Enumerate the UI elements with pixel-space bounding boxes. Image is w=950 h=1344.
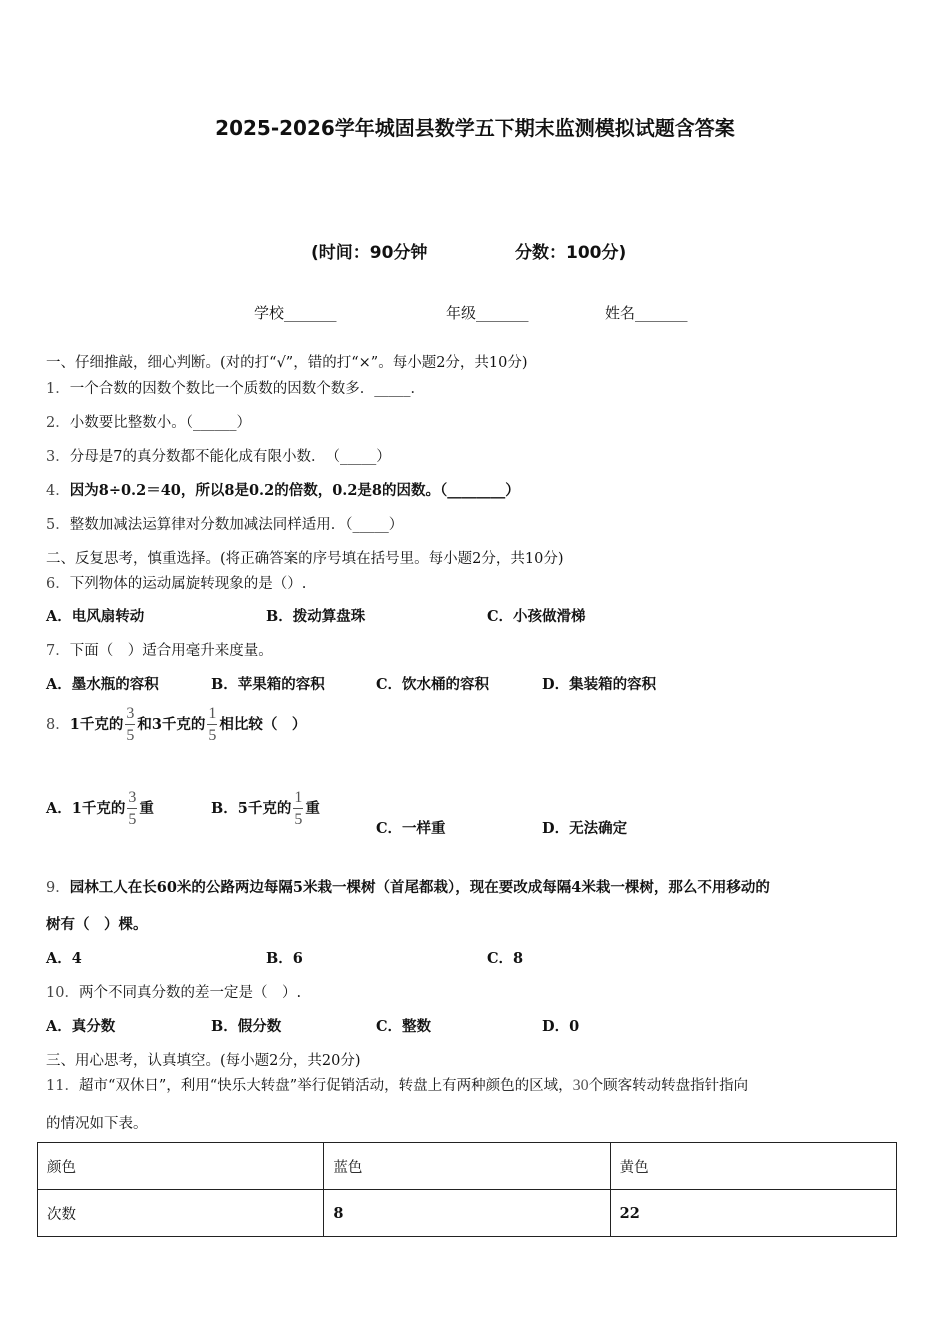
question-text: 超市“双休日”，利用“快乐大转盘”举行促销活动，转盘上有两种颜色的区域， [78,1078,573,1094]
table-row [38,1190,897,1237]
question-text: 因为8÷0.2＝40，所以8是0.2的倍数，0.2是8的因数。（________） [69,482,520,499]
question-4 [46,479,520,500]
question-text: 1千克的 [69,716,124,733]
question-number: 10． [46,985,79,1001]
fraction-three-fifths: $\frac{3}{5}$ [126,705,135,744]
question-text: 两个不同真分数的差一定是（ ）. [78,985,302,1001]
fraction-three-fifths: $\frac{3}{5}$ [128,789,137,828]
fraction-one-fifth: $\frac{1}{5}$ [208,705,217,744]
q10-option-d: D．0 [542,1018,580,1035]
color-count-table [37,1142,897,1237]
q9-option-c: C．8 [487,950,524,967]
question-text: 下面（ ）适合用毫升来度量。 [69,643,273,659]
q10-option-b: B．假分数 [211,1018,282,1035]
question-7 [46,639,273,660]
question-text: 一个合数的因数个数比一个质数的因数个数多．_____． [69,381,425,397]
question-8 [46,706,306,744]
question-text: 园林工人在长60米的公路两边每隔5米栽一棵树（首尾都栽），现在要改成每隔4米栽一棵树，那么不用移动的 [69,879,770,896]
q8-option-a: A．1千克的 $\frac{3}{5}$ 重 [46,789,154,828]
question-6 [46,572,306,593]
q7-option-a: A．墨水瓶的容积 [46,676,159,693]
table-row [38,1143,897,1190]
section1-heading: 一、仔细推敲，细心判断。(对的打“√”，错的打“×”。每小题2分，共10分) [46,355,528,371]
question-number: 6． [46,576,70,592]
table-cell: 8 [324,1190,610,1237]
fraction-one-fifth: $\frac{1}{5}$ [294,789,303,828]
question-number: 1． [46,381,70,397]
q7-option-b: B．苹果箱的容积 [211,676,325,693]
question-3 [46,445,391,466]
question-text: 整数加减法运算律对分数加减法同样适用．（_____） [69,517,404,533]
q8-option-b: B．5千克的 $\frac{1}{5}$ 重 [211,789,320,828]
question-number: 8． [46,717,70,733]
question-5 [46,513,403,534]
name-field: 姓名_______ [605,304,688,322]
q10-option-c: C．整数 [376,1018,432,1035]
q9-option-a: A．4 [46,950,82,967]
q6-option-a: A．电风扇转动 [46,608,145,625]
question-text: 和3千克的 [137,716,206,733]
q8-option-d: D．无法确定 [542,820,628,837]
question-text: 下列物体的运动属旋转现象的是（）. [69,576,307,592]
q6-option-c: C．小孩做滑梯 [487,608,586,625]
section3-heading: 三、用心思考，认真填空。(每小题2分，共20分) [46,1053,361,1069]
table-cell: 22 [610,1190,896,1237]
table-cell: 颜色 [38,1143,324,1190]
table-cell: 黄色 [610,1143,896,1190]
question-number: 3． [46,449,70,465]
question-text: 相比较（ ） [219,716,307,733]
question-10 [46,981,301,1002]
school-field: 学校_______ [254,304,337,322]
question-number: 11． [46,1078,79,1094]
time-limit: (时间：90分钟 [311,243,428,263]
question-9 [46,876,770,897]
q10-option-a: A．真分数 [46,1018,116,1035]
q9-option-b: B．6 [266,950,303,967]
q7-option-d: D．集装箱的容积 [542,676,657,693]
question-number: 5． [46,517,70,533]
q6-option-b: B．拨动算盘珠 [266,608,366,625]
document-title: 2025-2026学年城固县数学五下期末监测模拟试题含答案 [215,116,735,140]
question-9-cont: 树有（ ）棵。 [46,916,148,933]
question-11-cont: 的情况如下表。 [46,1116,148,1132]
number-thirty: 30 [572,1077,589,1094]
grade-field: 年级_______ [446,304,529,322]
q8-option-c: C．一样重 [376,820,446,837]
total-score: 分数：100分) [515,243,627,263]
question-number: 4． [46,483,70,499]
section2-heading: 二、反复思考，慎重选择。(将正确答案的序号填在括号里。每小题2分，共10分) [46,551,564,567]
question-number: 2． [46,415,70,431]
question-text: 个顾客转动转盘指针指向 [588,1078,749,1094]
question-2 [46,411,251,432]
question-text: 小数要比整数小。（______） [69,415,251,431]
table-cell: 次数 [38,1190,324,1237]
question-text: 分母是7的真分数都不能化成有限小数． （_____） [69,449,391,465]
question-11 [46,1074,748,1095]
table-cell: 蓝色 [324,1143,610,1190]
question-1 [46,377,425,398]
question-number: 9． [46,880,70,896]
question-number: 7． [46,643,70,659]
q7-option-c: C．饮水桶的容积 [376,676,490,693]
